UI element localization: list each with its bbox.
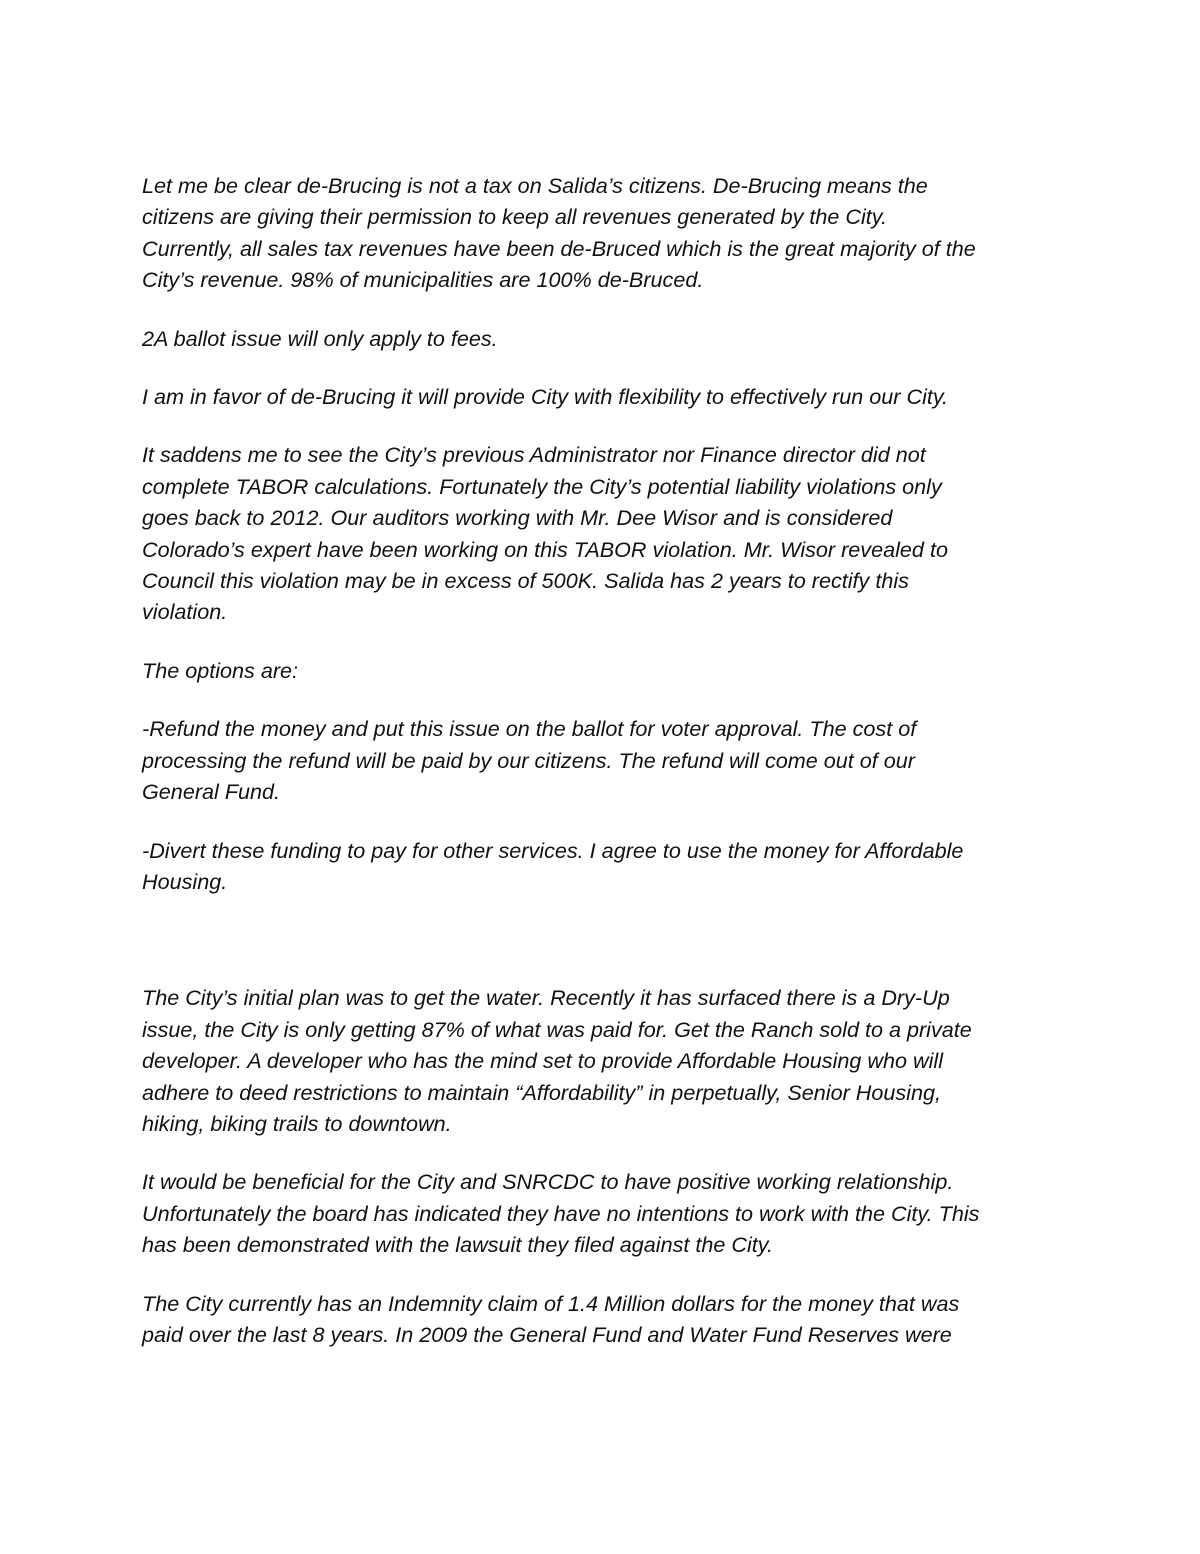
paragraph-tabor-violation: It saddens me to see the City’s previous Administrator nor Finance director did not complete TABOR calculations. Fortunately the City’s potential liability violations only goes back to 2012. Our auditors working with Mr. Dee Wisor and is considered Colorado’s expert have been working on this TABOR violation. Mr. Wisor revealed to Council this violation may be in excess of 500K. Salida has 2 years to rectify this violation. [142,442,948,625]
paragraph-option-refund: -Refund the money and put this issue on the ballot for voter approval. The cost of processing the refund will be paid by our citizens. The refund will come out of our General Fund. [142,716,917,805]
paragraph-2a-ballot-issue: 2A ballot issue will only apply to fees. [142,325,498,351]
paragraph-option-divert: -Divert these funding to pay for other services. I agree to use the money for Affordable Housing. [142,837,964,894]
paragraph-snrcdc-relationship: It would be beneficial for the City and SNRCDC to have positive working relationship. Unfortunately the board has indicated they have no intentions to work with the City. This has been demonstrated with the lawsuit they filed against the City. [142,1169,980,1258]
paragraph-in-favor: I am in favor of de-Brucing it will provide City with flexibility to effectively run our City. [142,384,949,410]
paragraph-indemnity-claim: The City currently has an Indemnity claim of 1.4 Million dollars for the money that was paid over the last 8 years. In 2009 the General Fund and Water Fund Reserves were [142,1290,960,1347]
document-body [142,170,1067,1377]
paragraph-ranch-plan: The City’s initial plan was to get the water. Recently it has surfaced there is a Dry-Up issue, the City is only getting 87% of what was paid for. Get the Ranch sold to a private developer. A developer who has the mind set to provide Affordable Housing who will adhere to deed restrictions to maintain “Affordability” in perpetually, Senior Housing, hiking, biking trails to downtown. [142,985,972,1136]
paragraph-de-brucing-definition: Let me be clear de-Brucing is not a tax on Salida’s citizens. De-Brucing means the citizens are giving their permission to keep all revenues generated by the City. Currently, all sales tax revenues have been de-Bruced which is the great majority of the City’s revenue. 98% of municipalities are 100% de-Bruced. [142,173,976,293]
paragraph-options-heading: The options are: [142,657,299,683]
